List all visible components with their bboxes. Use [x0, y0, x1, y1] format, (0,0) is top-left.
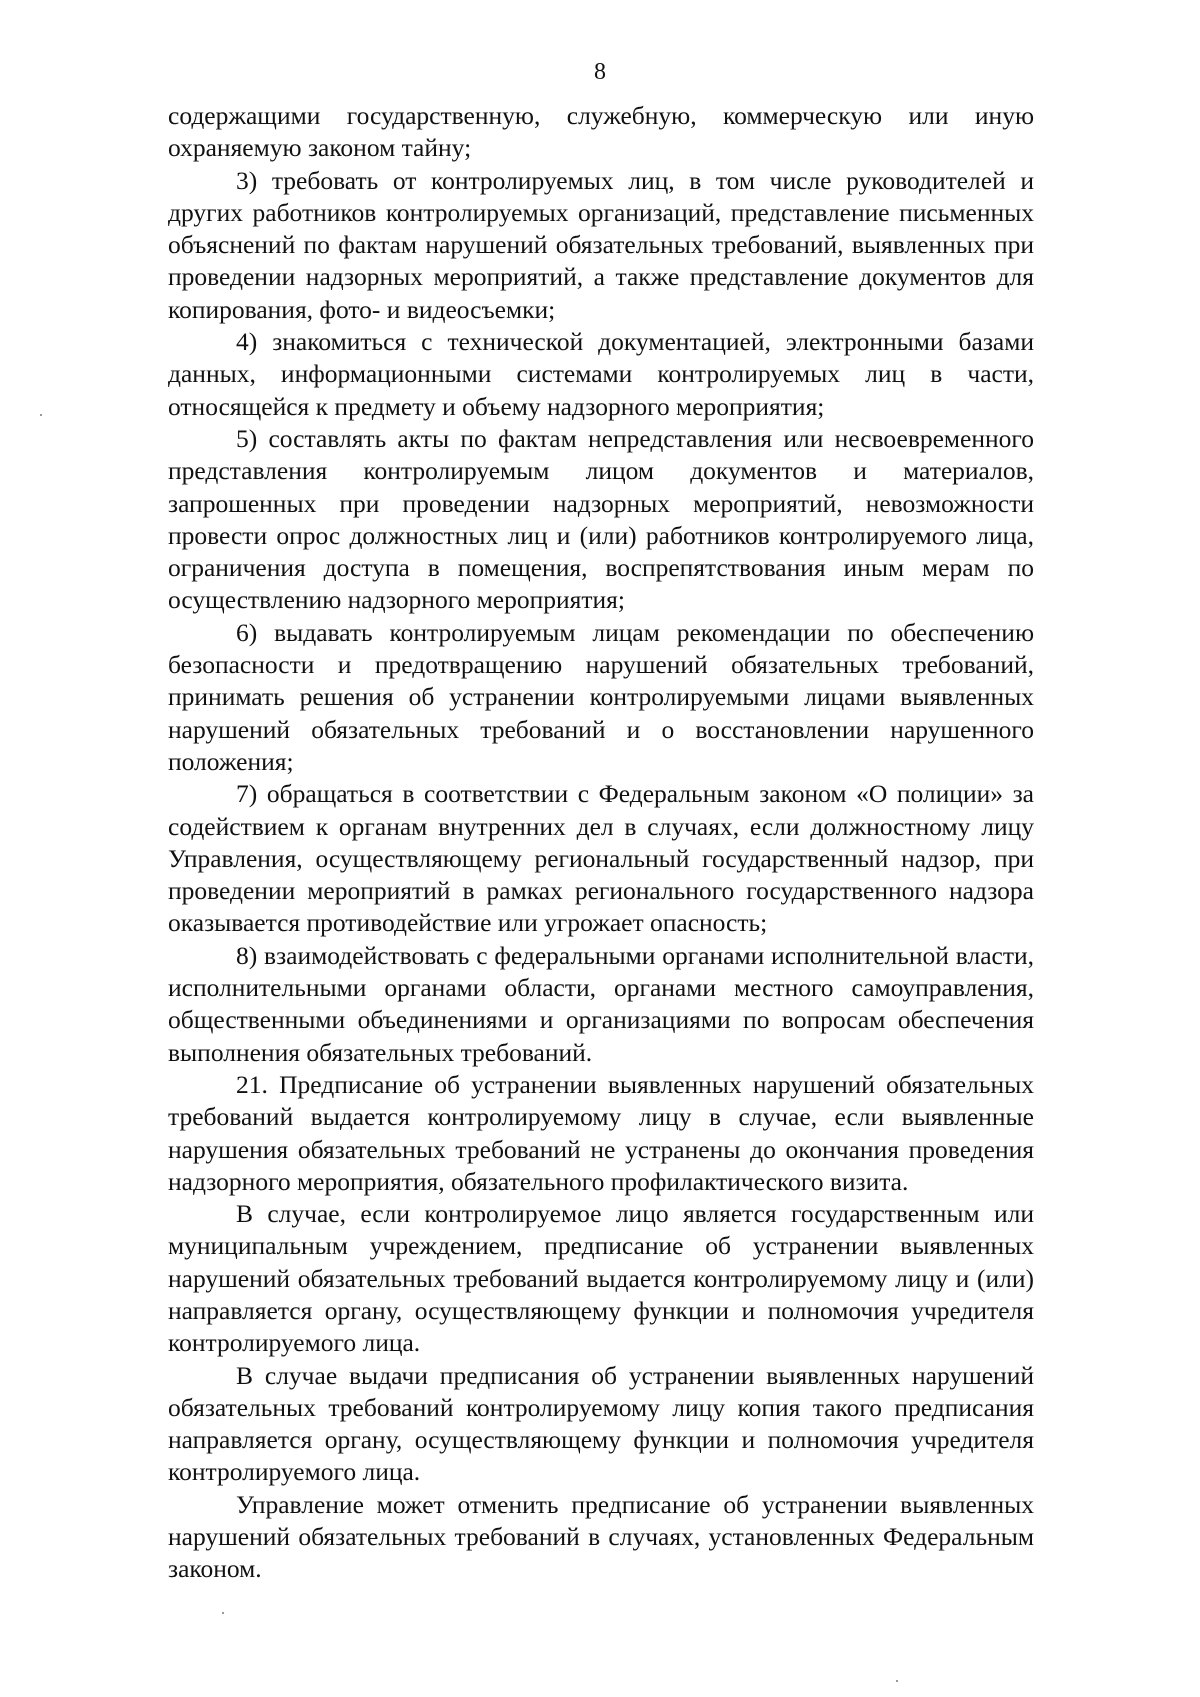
scan-speck — [222, 1612, 224, 1614]
scan-speck — [40, 414, 42, 416]
paragraph-state-institution: В случае, если контролируемое лицо является государственным или муниципальным учреждением, предписание об устранении выявленных нарушений обязательных требований выдается контролируемому лицу и (или) направляется органу, осуществляющему функции и полномочия учредителя контролируемого лица. — [168, 1199, 1034, 1358]
paragraph-item-3: 3) требовать от контролируемых лиц, в том числе руководителей и других работников контролируемых организаций, представление письменных объяснений по фактам нарушений обязательных требований, выявленных при проведении надзорных мероприятий, а также представление документов для копирования, фото- и видеосъемки; — [168, 165, 1034, 324]
document-body — [168, 100, 1034, 1586]
paragraph-item-6: 6) выдавать контролируемым лицам рекомендации по обеспечению безопасности и предотвращению нарушений обязательных требований, принимать решения об устранении контролируемыми лицами выявленных нарушений обязательных требований и о восстановлении нарушенного положения; — [168, 617, 1034, 776]
paragraph-item-5: 5) составлять акты по фактам непредставления или несвоевременного представления контролируемым лицом документов и материалов, запрошенных при проведении надзорных мероприятий, невозможности провести опрос должностных лиц и (или) работников контролируемого лица, ограничения доступа в помещения, воспрепятствования иным мерам по осуществлению надзорного мероприятия; — [168, 423, 1034, 615]
paragraph-cancel-order: Управление может отменить предписание об устранении выявленных нарушений обязательных требований в случаях, установленных Федеральным законом. — [168, 1489, 1034, 1584]
paragraph-item-4: 4) знакомиться с технической документацией, электронными базами данных, информационными системами контролируемых лиц в части, относящейся к предмету и объему надзорного мероприятия; — [168, 327, 1034, 421]
scan-speck — [896, 1680, 898, 1682]
page-number: 8 — [594, 59, 606, 85]
paragraph-item-8: 8) взаимодействовать с федеральными органами исполнительной власти, исполнительными органами области, органами местного самоуправления, общественными объединениями и организациями по вопросам обеспечения выполнения обязательных требований. — [168, 940, 1034, 1067]
paragraph-continuation: содержащими государственную, служебную, коммерческую или иную охраняемую законом тайну; — [168, 101, 1034, 163]
paragraph-clause-21: 21. Предписание об устранении выявленных нарушений обязательных требований выдается контролируемому лицу в случае, если выявленные нарушения обязательных требований не устранены до окончания проведения надзорного мероприятия, обязательного профилактического визита. — [168, 1069, 1034, 1196]
paragraph-copy-of-order: В случае выдачи предписания об устранении выявленных нарушений обязательных требований контролируемому лицу копия такого предписания направляется органу, осуществляющему функции и полномочия учредителя контролируемого лица. — [168, 1360, 1034, 1487]
paragraph-item-7: 7) обращаться в соответствии с Федеральным законом «О полиции» за содействием к органам внутренних дел в случаях, если должностному лицу Управления, осуществляющему региональный государственный надзор, при проведении мероприятий в рамках регионального государственного надзора оказывается противодействие или угрожает опасность; — [168, 779, 1034, 938]
